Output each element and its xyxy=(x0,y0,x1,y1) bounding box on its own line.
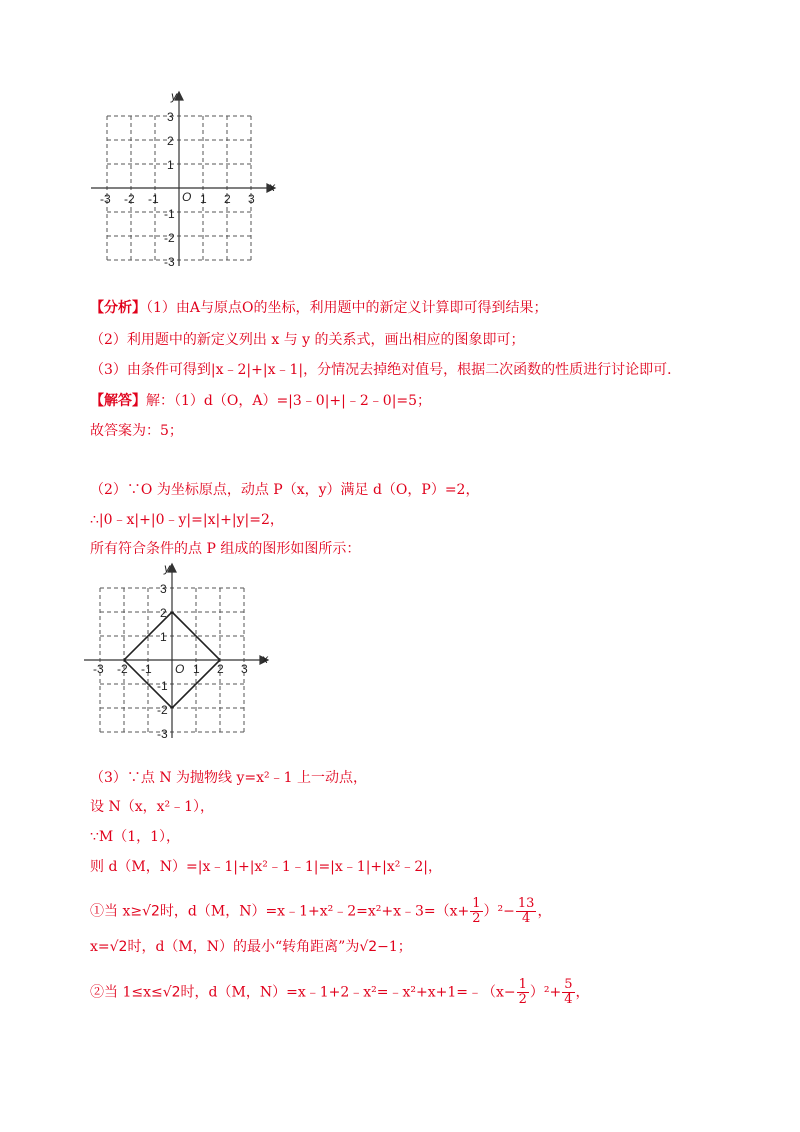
solution-line-1 xyxy=(90,391,431,411)
case1-suffix: ， xyxy=(537,903,552,920)
axes xyxy=(91,92,275,266)
min-text: 时，d（M，N）的最小“转角距离”为 xyxy=(127,939,360,955)
min-distance-line xyxy=(90,937,412,957)
case2-expression: 时，d（M，N）=x﹣1+2﹣x²=﹣x²+x+1=﹣（x− xyxy=(180,984,516,1001)
y-tick-label: -2 xyxy=(164,231,175,245)
sqrt-two: √2 xyxy=(142,903,160,920)
x-tick-label: -3 xyxy=(100,192,111,206)
origin-label: O xyxy=(175,662,185,676)
x-axis-label: x xyxy=(269,180,275,194)
x-tick-label: 2 xyxy=(224,192,231,206)
x-tick-label: 3 xyxy=(248,192,255,206)
y-tick-label: -1 xyxy=(164,207,175,221)
x-tick-label: -2 xyxy=(117,662,128,676)
part3-line-4: 则 d（M，N）=|x﹣1|+|x²﹣1﹣1|=|x﹣1|+|x²﹣2|， xyxy=(90,859,442,875)
min-prefix: x= xyxy=(90,939,110,955)
y-tick-label: 2 xyxy=(160,606,167,620)
solution-tag: 【解答】 xyxy=(90,393,146,409)
y-tick-label: 3 xyxy=(160,582,167,596)
y-tick-label: -2 xyxy=(157,703,168,717)
sqrt-two: √2 xyxy=(109,939,128,955)
x-tick-label: -1 xyxy=(141,662,152,676)
y-tick-label: 1 xyxy=(167,158,174,172)
x-axis-label: x xyxy=(262,652,268,666)
case1-line xyxy=(90,897,551,926)
fraction: $\frac{5}{4}$ xyxy=(564,977,573,1007)
y-tick-label: 3 xyxy=(167,110,174,124)
fraction: $\frac{1}{2}$ xyxy=(472,896,481,926)
x-tick-label: 3 xyxy=(241,662,248,676)
analysis-line-1 xyxy=(90,298,548,318)
y-tick-label: -3 xyxy=(164,255,175,269)
x-tick-label: -1 xyxy=(148,192,159,206)
sqrt-two: √2 xyxy=(359,939,378,955)
part2-line-1: （2）∵O 为坐标原点，动点 P（x，y）满足 d（O，P）=2， xyxy=(90,482,480,498)
case2-suffix: ， xyxy=(575,984,590,1001)
analysis-line-2: （2）利用题中的新定义列出 x 与 y 的关系式，画出相应的图象即可； xyxy=(90,332,525,348)
solution-text: 解：（1）d（O，A）=|3﹣0|+|﹣2﹣0|=5； xyxy=(146,393,432,409)
origin-label: O xyxy=(182,190,192,204)
case2-square: ）²+ xyxy=(529,984,562,1001)
case2-line xyxy=(90,978,590,1007)
case1-expression: 时，d（M，N）=x﹣1+x²﹣2=x²+x﹣3=（x+ xyxy=(159,903,470,920)
coordinate-grid-2 xyxy=(80,560,280,745)
part3-line-2: 设 N（x，x²﹣1）， xyxy=(90,799,215,815)
x-tick-label: -2 xyxy=(124,192,135,206)
y-tick-label: -3 xyxy=(157,727,168,741)
x-tick-label: 1 xyxy=(200,192,207,206)
x-tick-label: -3 xyxy=(93,662,104,676)
part2-line-2: ∴|0﹣x|+|0﹣y|=|x|+|y|=2， xyxy=(90,512,284,528)
fraction: $\frac{13}{4}$ xyxy=(517,896,535,926)
part3-line-1: （3）∵点 N 为抛物线 y=x²﹣1 上一动点， xyxy=(90,770,368,786)
case1-prefix: ①当 x≥ xyxy=(90,903,143,920)
min-suffix: −1； xyxy=(377,939,412,955)
y-tick-label: 2 xyxy=(167,134,174,148)
analysis-line-3: （3）由条件可得到|x﹣2|+|x﹣1|，分情况去掉绝对值号，根据二次函数的性质进行讨论即可． xyxy=(90,362,682,378)
answer-line: 故答案为：5； xyxy=(90,423,183,439)
coordinate-grid-1 xyxy=(85,88,285,273)
y-axis-label: y xyxy=(164,561,170,575)
x-tick-label: 1 xyxy=(193,662,200,676)
y-axis-label: y xyxy=(171,89,177,103)
y-tick-label: -1 xyxy=(157,679,168,693)
analysis-text: （1）由A与原点O的坐标，利用题中的新定义计算即可得到结果； xyxy=(146,300,548,316)
part3-line-3: ∵M（1，1）， xyxy=(90,829,181,845)
fraction: $\frac{1}{2}$ xyxy=(518,977,527,1007)
part2-line-3: 所有符合条件的点 P 组成的图形如图所示： xyxy=(90,541,361,557)
analysis-tag: 【分析】 xyxy=(90,300,146,316)
case2-prefix: ②当 1≤x≤ xyxy=(90,984,163,1001)
axes xyxy=(84,564,268,738)
y-tick-label: 1 xyxy=(160,630,167,644)
sqrt-two: √2 xyxy=(162,984,181,1001)
case1-square: ）²− xyxy=(483,903,515,920)
x-tick-label: 2 xyxy=(217,662,224,676)
